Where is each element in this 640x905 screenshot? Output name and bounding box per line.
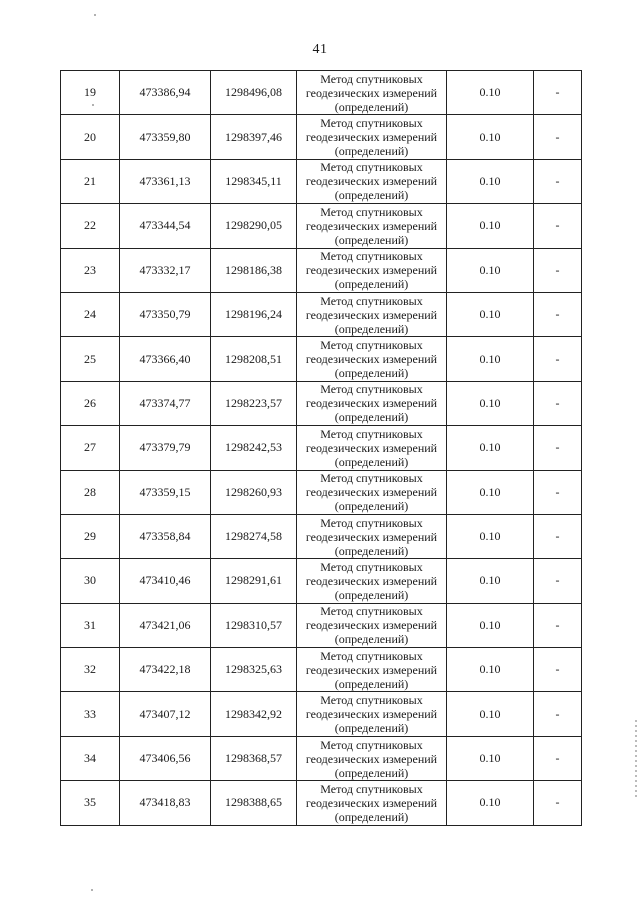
- scan-speck: [92, 104, 94, 106]
- table-row: [61, 292, 582, 336]
- y-coordinate-cell: 1298388,65: [211, 781, 297, 825]
- method-cell: [297, 204, 447, 248]
- description-cell: -: [534, 159, 582, 203]
- method-line: геодезических измерений: [305, 263, 438, 278]
- y-coordinate-cell: 1298223,57: [211, 381, 297, 425]
- method-line: (определений): [334, 676, 409, 691]
- method-line: Метод спутниковых: [320, 249, 423, 264]
- x-coordinate-cell: 473332,17: [120, 248, 211, 292]
- method-line: Метод спутниковых: [320, 338, 423, 353]
- accuracy-cell: 0.10: [447, 248, 534, 292]
- point-number-cell: 27: [61, 426, 120, 470]
- y-coordinate-cell: 1298186,38: [211, 248, 297, 292]
- description-cell: -: [534, 248, 582, 292]
- table-row: [61, 603, 582, 647]
- method-cell: [297, 648, 447, 692]
- method-line: геодезических измерений: [305, 707, 438, 722]
- method-line: (определений): [334, 188, 409, 203]
- method-line: Метод спутниковых: [320, 426, 423, 441]
- accuracy-cell: 0.10: [447, 514, 534, 558]
- table-row: [61, 648, 582, 692]
- y-coordinate-cell: 1298496,08: [211, 71, 297, 115]
- x-coordinate-cell: 473406,56: [120, 736, 211, 780]
- x-coordinate-cell: 473359,80: [120, 115, 211, 159]
- table-row: [61, 204, 582, 248]
- x-coordinate-cell: 473350,79: [120, 292, 211, 336]
- y-coordinate-cell: 1298242,53: [211, 426, 297, 470]
- method-cell: [297, 381, 447, 425]
- method-line: геодезических измерений: [305, 307, 438, 322]
- method-line: геодезических измерений: [305, 618, 438, 633]
- point-number-cell: 25: [61, 337, 120, 381]
- point-number-cell: 30: [61, 559, 120, 603]
- y-coordinate-cell: 1298397,46: [211, 115, 297, 159]
- method-cell: [297, 426, 447, 470]
- point-number-cell: 23: [61, 248, 120, 292]
- description-cell: -: [534, 736, 582, 780]
- method-cell: [297, 115, 447, 159]
- table-row: [61, 781, 582, 825]
- point-number-cell: 26: [61, 381, 120, 425]
- accuracy-cell: 0.10: [447, 736, 534, 780]
- method-line: (определений): [334, 454, 409, 469]
- accuracy-cell: 0.10: [447, 648, 534, 692]
- description-cell: -: [534, 514, 582, 558]
- x-coordinate-cell: 473366,40: [120, 337, 211, 381]
- table-row: [61, 470, 582, 514]
- method-line: (определений): [334, 232, 409, 247]
- x-coordinate-cell: 473374,77: [120, 381, 211, 425]
- method-line: Метод спутниковых: [320, 116, 423, 131]
- scan-speck: [94, 14, 96, 16]
- table-row: [61, 115, 582, 159]
- scan-margin-dots: [635, 720, 637, 800]
- method-line: (определений): [334, 632, 409, 647]
- table-row: [61, 426, 582, 470]
- method-line: геодезических измерений: [305, 174, 438, 189]
- table-row: [61, 159, 582, 203]
- table-row: [61, 381, 582, 425]
- description-cell: -: [534, 337, 582, 381]
- method-line: (определений): [334, 144, 409, 159]
- description-cell: -: [534, 426, 582, 470]
- accuracy-cell: 0.10: [447, 292, 534, 336]
- y-coordinate-cell: 1298208,51: [211, 337, 297, 381]
- accuracy-cell: 0.10: [447, 470, 534, 514]
- description-cell: -: [534, 115, 582, 159]
- method-line: геодезических измерений: [305, 85, 438, 100]
- y-coordinate-cell: 1298196,24: [211, 292, 297, 336]
- method-line: геодезических измерений: [305, 396, 438, 411]
- y-coordinate-cell: 1298274,58: [211, 514, 297, 558]
- method-line: Метод спутниковых: [320, 515, 423, 530]
- method-cell: [297, 559, 447, 603]
- method-line: (определений): [334, 277, 409, 292]
- coordinates-table-body: [61, 71, 582, 826]
- method-line: (определений): [334, 321, 409, 336]
- method-line: (определений): [334, 809, 409, 824]
- y-coordinate-cell: 1298368,57: [211, 736, 297, 780]
- description-cell: -: [534, 71, 582, 115]
- method-cell: [297, 159, 447, 203]
- point-number-cell: 32: [61, 648, 120, 692]
- point-number-cell: 33: [61, 692, 120, 736]
- description-cell: -: [534, 204, 582, 248]
- method-line: (определений): [334, 499, 409, 514]
- x-coordinate-cell: 473410,46: [120, 559, 211, 603]
- accuracy-cell: 0.10: [447, 115, 534, 159]
- method-line: геодезических измерений: [305, 751, 438, 766]
- point-number-cell: 24: [61, 292, 120, 336]
- point-number-cell: 22: [61, 204, 120, 248]
- page-number: 41: [312, 42, 328, 57]
- x-coordinate-cell: 473344,54: [120, 204, 211, 248]
- x-coordinate-cell: 473361,13: [120, 159, 211, 203]
- method-line: Метод спутниковых: [320, 737, 423, 752]
- method-line: геодезических измерений: [305, 485, 438, 500]
- method-line: Метод спутниковых: [320, 693, 423, 708]
- x-coordinate-cell: 473379,79: [120, 426, 211, 470]
- accuracy-cell: 0.10: [447, 337, 534, 381]
- method-cell: [297, 781, 447, 825]
- table-row: [61, 514, 582, 558]
- accuracy-cell: 0.10: [447, 71, 534, 115]
- method-cell: [297, 736, 447, 780]
- method-cell: [297, 470, 447, 514]
- y-coordinate-cell: 1298342,92: [211, 692, 297, 736]
- x-coordinate-cell: 473407,12: [120, 692, 211, 736]
- description-cell: -: [534, 603, 582, 647]
- accuracy-cell: 0.10: [447, 426, 534, 470]
- accuracy-cell: 0.10: [447, 692, 534, 736]
- method-cell: [297, 337, 447, 381]
- method-line: геодезических измерений: [305, 573, 438, 588]
- method-line: геодезических измерений: [305, 662, 438, 677]
- description-cell: -: [534, 648, 582, 692]
- y-coordinate-cell: 1298260,93: [211, 470, 297, 514]
- method-line: (определений): [334, 721, 409, 736]
- method-line: (определений): [334, 366, 409, 381]
- method-line: Метод спутниковых: [320, 604, 423, 619]
- method-line: (определений): [334, 543, 409, 558]
- accuracy-cell: 0.10: [447, 559, 534, 603]
- accuracy-cell: 0.10: [447, 204, 534, 248]
- method-cell: [297, 292, 447, 336]
- accuracy-cell: 0.10: [447, 603, 534, 647]
- description-cell: -: [534, 559, 582, 603]
- point-number-cell: 31: [61, 603, 120, 647]
- point-number-cell: 34: [61, 736, 120, 780]
- description-cell: -: [534, 692, 582, 736]
- table-row: [61, 692, 582, 736]
- point-number-cell: 21: [61, 159, 120, 203]
- description-cell: -: [534, 381, 582, 425]
- x-coordinate-cell: 473359,15: [120, 470, 211, 514]
- y-coordinate-cell: 1298310,57: [211, 603, 297, 647]
- method-cell: [297, 248, 447, 292]
- y-coordinate-cell: 1298325,63: [211, 648, 297, 692]
- x-coordinate-cell: 473386,94: [120, 71, 211, 115]
- method-line: геодезических измерений: [305, 795, 438, 810]
- coordinates-table: [60, 70, 582, 826]
- accuracy-cell: 0.10: [447, 159, 534, 203]
- method-line: Метод спутниковых: [320, 160, 423, 175]
- description-cell: -: [534, 781, 582, 825]
- method-line: (определений): [334, 410, 409, 425]
- method-line: Метод спутниковых: [320, 559, 423, 574]
- accuracy-cell: 0.10: [447, 381, 534, 425]
- x-coordinate-cell: 473422,18: [120, 648, 211, 692]
- method-line: (определений): [334, 587, 409, 602]
- method-line: геодезических измерений: [305, 218, 438, 233]
- method-line: геодезических измерений: [305, 352, 438, 367]
- method-line: Метод спутниковых: [320, 471, 423, 486]
- table-row: [61, 337, 582, 381]
- table-row: [61, 736, 582, 780]
- y-coordinate-cell: 1298290,05: [211, 204, 297, 248]
- method-line: (определений): [334, 99, 409, 114]
- method-line: Метод спутниковых: [320, 293, 423, 308]
- method-cell: [297, 603, 447, 647]
- point-number-cell: 35: [61, 781, 120, 825]
- y-coordinate-cell: 1298291,61: [211, 559, 297, 603]
- method-line: Метод спутниковых: [320, 204, 423, 219]
- accuracy-cell: 0.10: [447, 781, 534, 825]
- scan-speck: [91, 889, 93, 891]
- point-number-cell: 20: [61, 115, 120, 159]
- point-number-cell: 28: [61, 470, 120, 514]
- method-line: (определений): [334, 765, 409, 780]
- x-coordinate-cell: 473358,84: [120, 514, 211, 558]
- method-line: Метод спутниковых: [320, 382, 423, 397]
- method-line: Метод спутниковых: [320, 648, 423, 663]
- method-cell: [297, 514, 447, 558]
- y-coordinate-cell: 1298345,11: [211, 159, 297, 203]
- point-number-cell: 19: [61, 71, 120, 115]
- method-line: геодезических измерений: [305, 440, 438, 455]
- description-cell: -: [534, 470, 582, 514]
- x-coordinate-cell: 473418,83: [120, 781, 211, 825]
- description-cell: -: [534, 292, 582, 336]
- method-line: Метод спутниковых: [320, 71, 423, 86]
- method-line: геодезических измерений: [305, 529, 438, 544]
- x-coordinate-cell: 473421,06: [120, 603, 211, 647]
- method-cell: [297, 71, 447, 115]
- table-row: [61, 559, 582, 603]
- table-row: [61, 71, 582, 115]
- method-line: Метод спутниковых: [320, 781, 423, 796]
- point-number-cell: 29: [61, 514, 120, 558]
- table-row: [61, 248, 582, 292]
- method-line: геодезических измерений: [305, 130, 438, 145]
- method-cell: [297, 692, 447, 736]
